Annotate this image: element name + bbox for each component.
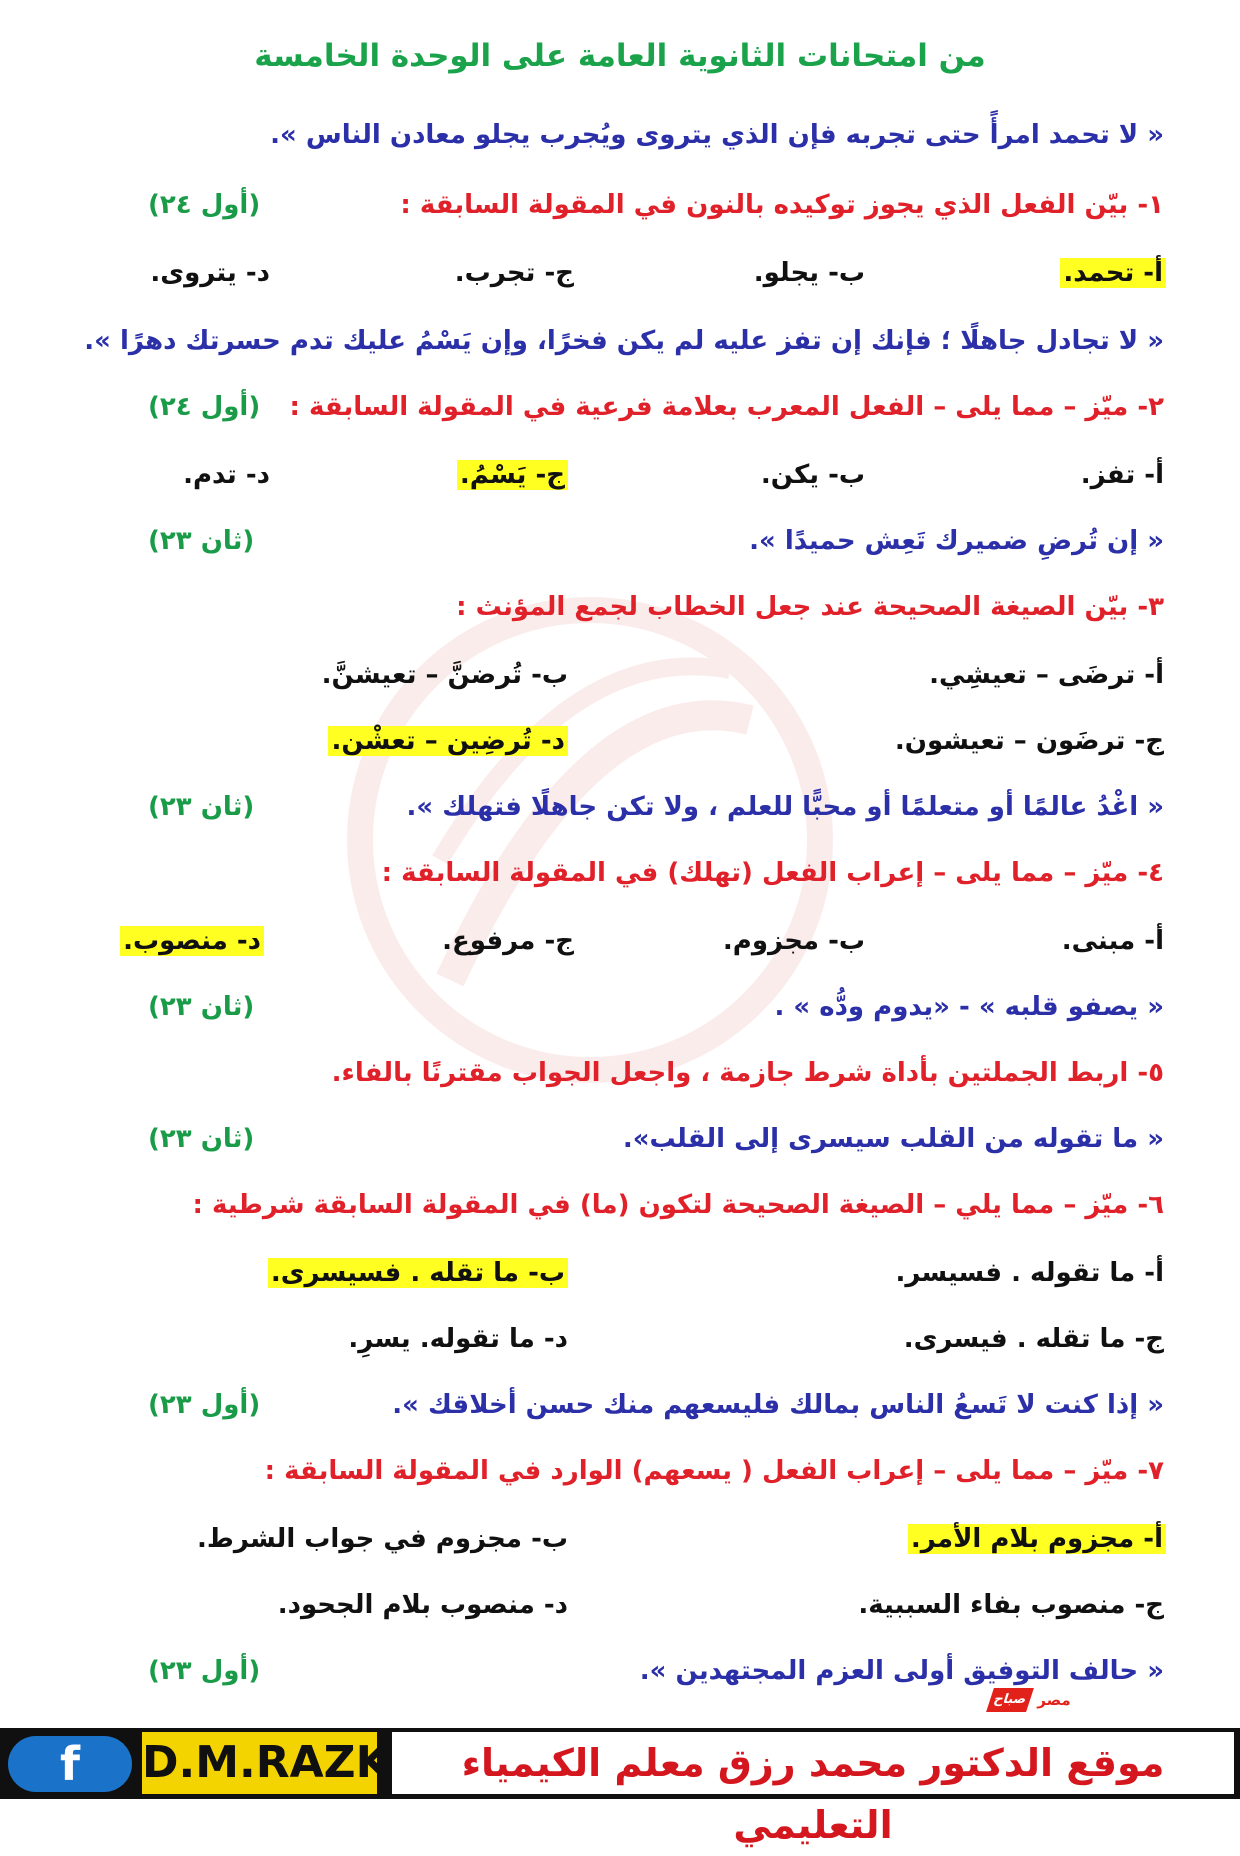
option-4-a[interactable]: أ- مبنى. [1061,926,1164,956]
option-4-d[interactable]: د- منصوب. [120,926,264,956]
option-3-d[interactable]: د- تُرضِين – تعشْن. [328,726,568,756]
option-6-b[interactable]: ب- ما تقله . فسيسرى. [268,1258,568,1288]
quote-5: « يصفو قلبه » - «يدوم ودُّه » . [774,992,1164,1022]
option-1-a[interactable]: أ- تحمد. [1060,258,1166,288]
logo-word-1: صباح [986,1688,1034,1712]
option-7-a[interactable]: أ- مجزوم بلام الأمر. [908,1524,1166,1554]
quote-2: « لا تجادل جاهلًا ؛ فإنك إن تفز عليه لم يكن فخرًا، وإن يَسْمُ عليك تدم حسرتك دهرًا ». [84,326,1164,356]
facebook-icon[interactable]: f [8,1736,132,1792]
exam-source-1: (أول ٢٤) [148,190,261,220]
watermark-logo [330,560,850,1120]
option-3-b[interactable]: ب- تُرضنَّ – تعيشنَّ. [321,660,568,690]
exam-source-3: (ثان ٢٣) [148,526,255,556]
exam-source-2: (أول ٢٤) [148,392,261,422]
option-7-c[interactable]: ج- منصوب بفاء السببية. [858,1590,1164,1620]
question-1: ١- بيّن الفعل الذي يجوز توكيده بالنون في المقولة السابقة : [400,190,1164,220]
quote-8: « حالف التوفيق أولى العزم المجتهدين ». [639,1656,1164,1686]
option-7-d[interactable]: د- منصوب بلام الجحود. [277,1590,568,1620]
option-2-c[interactable]: ج- يَسْمُ. [457,460,568,490]
question-6: ٦- ميّز – مما يلي – الصيغة الصحيحة لتكون (ما) في المقولة السابقة شرطية : [192,1190,1164,1220]
option-2-b[interactable]: ب- يكن. [760,460,865,490]
quote-3: « إن تُرضِ ضميرك تَعِش حميدًا ». [749,526,1164,556]
option-4-b[interactable]: ب- مجزوم. [722,926,865,956]
question-5: ٥- اربط الجملتين بأداة شرط جازمة ، واجعل الجواب مقترنًا بالفاء. [331,1058,1164,1088]
option-6-c[interactable]: ج- ما تقله . فيسرى. [903,1324,1164,1354]
option-1-c[interactable]: ج- تجرب. [454,258,574,288]
footer-site-text: موقع الدكتور محمد رزق معلم الكيمياء التعليمي [392,1732,1234,1794]
quote-6: « ما تقوله من القلب سيسرى إلى القلب». [622,1124,1164,1154]
exam-source-7: (أول ٢٣) [148,1390,261,1420]
question-2: ٢- ميّز – مما يلى – الفعل المعرب بعلامة فرعية في المقولة السابقة : [289,392,1164,422]
option-6-d[interactable]: د- ما تقوله. يسرِ. [348,1324,568,1354]
page-title: من امتحانات الثانوية العامة على الوحدة الخامسة [254,38,986,74]
question-4: ٤- ميّز – مما يلى – إعراب الفعل (تهلك) في المقولة السابقة : [381,858,1164,888]
option-4-c[interactable]: ج- مرفوع. [442,926,574,956]
option-3-c[interactable]: ج- ترضَون – تعيشون. [894,726,1164,756]
exam-source-5: (ثان ٢٣) [148,992,255,1022]
exam-source-8: (أول ٢٣) [148,1656,261,1686]
option-6-a[interactable]: أ- ما تقوله . فسيسر. [895,1258,1164,1288]
exam-source-4: (ثان ٢٣) [148,792,255,822]
option-1-d[interactable]: د- يتروى. [150,258,270,288]
option-1-b[interactable]: ب- يجلو. [753,258,865,288]
option-2-d[interactable]: د- تدم. [183,460,270,490]
quote-7: « إذا كنت لا تَسعُ الناس بمالك فليسعهم منك حسن أخلاقك ». [392,1390,1164,1420]
quote-4: « اغْدُ عالمًا أو متعلمًا أو محبًّا للعلم ، ولا تكن جاهلًا فتهلك ». [406,792,1164,822]
option-3-a[interactable]: أ- ترضَى – تعيشِي. [929,660,1164,690]
quote-1: « لا تحمد امرأً حتى تجربه فإن الذي يتروى ويُجرب يجلو معادن الناس ». [270,120,1164,150]
logo-word-2: مصر [1037,1691,1071,1709]
question-7: ٧- ميّز – مما يلى – إعراب الفعل ( يسعهم) الوارد في المقولة السابقة : [264,1456,1164,1486]
footer-brand: D.M.RAZK [142,1732,377,1794]
footer-banner [0,1728,1240,1847]
exam-source-6: (ثان ٢٣) [148,1124,255,1154]
option-2-a[interactable]: أ- تفز. [1080,460,1164,490]
question-3: ٣- بيّن الصيغة الصحيحة عند جعل الخطاب لجمع المؤنث : [456,592,1164,622]
option-7-b[interactable]: ب- مجزوم في جواب الشرط. [197,1524,568,1554]
